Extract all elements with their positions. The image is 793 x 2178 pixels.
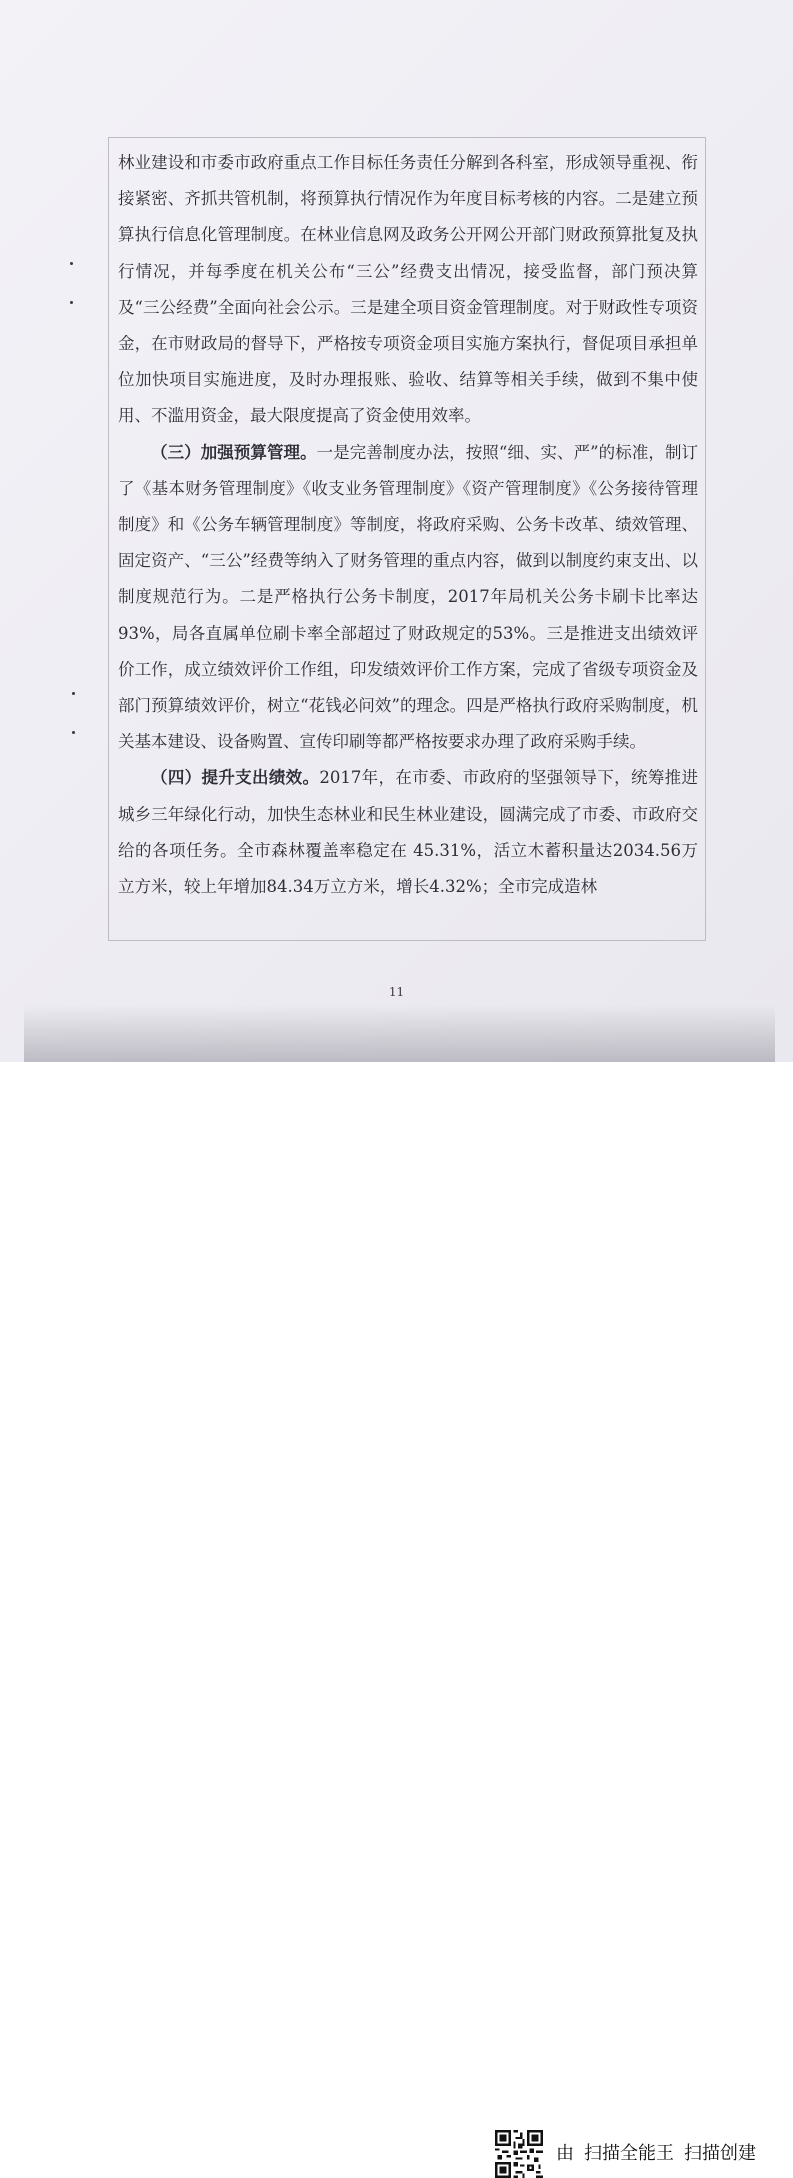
binding-hole-mark xyxy=(70,262,73,265)
paragraph-heading: （四）提升支出绩效。 xyxy=(151,768,320,788)
binding-hole-mark xyxy=(72,692,75,695)
paragraph-heading: （三）加强预算管理。 xyxy=(151,442,317,462)
qr-code-icon xyxy=(495,2130,543,2178)
paragraph xyxy=(118,760,698,905)
credit-suffix: 扫描创建 xyxy=(684,2143,756,2164)
scanned-page xyxy=(0,0,793,1062)
credit-prefix: 由 xyxy=(556,2143,574,2164)
binding-hole-mark xyxy=(70,301,73,304)
binding-hole-mark xyxy=(72,731,75,734)
document-body xyxy=(118,145,698,905)
paragraph-text: 2017年，在市委、市政府的坚强领导下，统筹推进城乡三年绿化行动，加快生态林业和民生林业建设，圆满完成了市委、市政府交给的各项任务。全市森林覆盖率稳定在 45.31%，活立木蓄积量达2034.56万立方米，较上年增加84.34万立方米，增长4.32%；全市完成造林 xyxy=(118,768,699,897)
paragraph-text: 林业建设和市委市政府重点工作目标任务责任分解到各科室，形成领导重视、衔接紧密、齐抓共管机制，将预算执行情况作为年度目标考核的内容。二是建立预算执行信息化管理制度。在林业信息网及政务公开网公开部门财政预算批复及执行情况，并每季度在机关公布“三公”经费支出情况，接受监督，部门预决算及“三公经费”全面向社会公示。三是建全项目资金管理制度。对于财政性专项资金，在市财政局的督导下，严格按专项资金项目实施方案执行，督促项目承担单位加快项目实施进度，及时办理报账、验收、结算等相关手续，做到不集中使用、不滥用资金，最大限度提高了资金使用效率。 xyxy=(118,153,698,426)
paragraph-text: 一是完善制度办法，按照“细、实、严”的标准，制订了《基本财务管理制度》《收支业务管理制度》《资产管理制度》《公务接待管理制度》和《公务车辆管理制度》等制度，将政府采购、公务卡改革、绩效管理、固定资产、“三公”经费等纳入了财务管理的重点内容，做到以制度约束支出、以制度规范行为。二是严格执行公务卡制度，2017年局机关公务卡刷卡比率达93%，局各直属单位刷卡率全部超过了财政规定的53%。三是推进支出绩效评价工作，成立绩效评价工作组，印发绩效评价工作方案，完成了省级专项资金及部门预算绩效评价，树立“花钱必问效”的理念。四是严格执行政府采购制度，机关基本建设、设备购置、宣传印刷等都严格按要求办理了政府采购手续。 xyxy=(118,442,699,752)
credit-app-name: 扫描全能王 xyxy=(584,2143,674,2164)
page-number: 11 xyxy=(388,985,405,999)
scanner-credit xyxy=(556,2139,766,2165)
scanner-watermark-bar xyxy=(0,1062,793,2164)
paragraph xyxy=(118,145,698,435)
page-shadow xyxy=(24,1004,775,1062)
paragraph xyxy=(118,435,698,761)
